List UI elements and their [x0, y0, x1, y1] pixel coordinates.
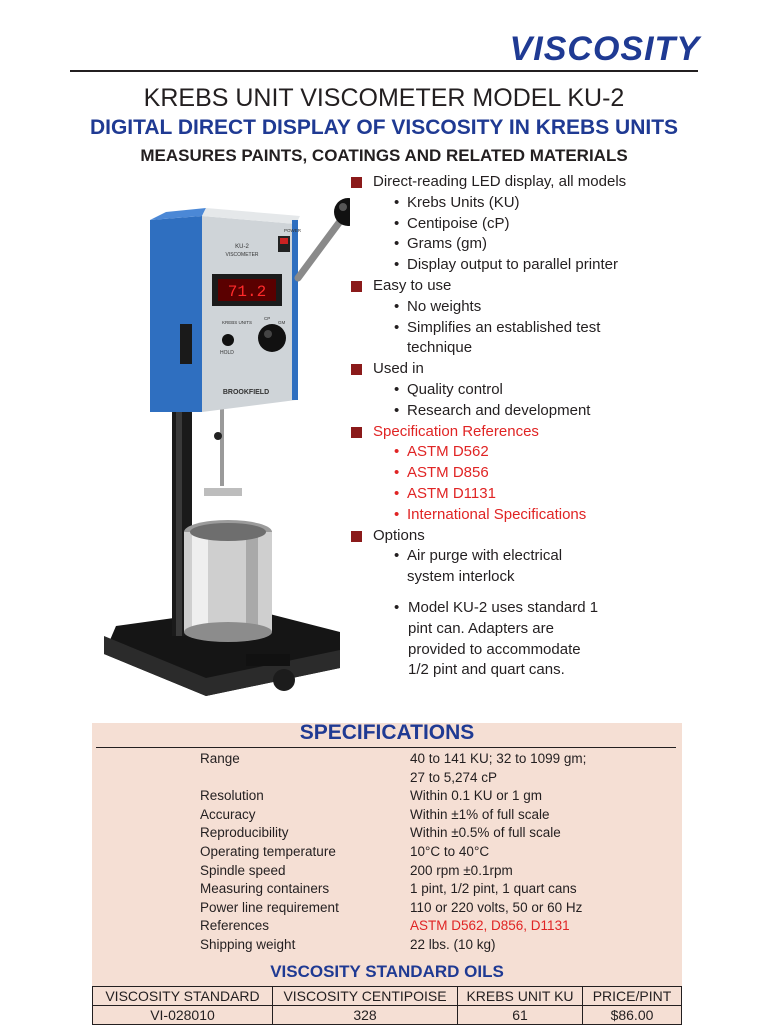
- spec-row: Accuracy Within ±1% of full scale: [200, 806, 550, 822]
- square-bullet-icon: [351, 364, 362, 375]
- bullet-dot-icon: •: [394, 214, 400, 232]
- spec-row: Reproducibility Within ±0.5% of full scale: [200, 825, 561, 841]
- bullet-dot-icon: •: [394, 297, 400, 315]
- table-cell: VI-028010: [93, 1006, 273, 1025]
- table-header-cell: VISCOSITY CENTIPOISE: [273, 987, 458, 1006]
- bullet-dot-icon: •: [394, 318, 400, 336]
- spec-row: References ASTM D562, D856, D1131: [200, 918, 570, 934]
- spec-row: Range 40 to 141 KU; 32 to 1099 gm;: [200, 751, 587, 766]
- table-header-cell: KREBS UNIT KU: [458, 987, 583, 1006]
- list-item: • ASTM D562: [350, 442, 680, 463]
- paddle: [204, 488, 242, 496]
- svg-text:HOLD: HOLD: [220, 350, 234, 356]
- spec-row: 27 to 5,274 cP: [410, 769, 498, 785]
- header-rule: [70, 70, 698, 72]
- list-item: • Krebs Units (KU): [350, 193, 680, 214]
- list-item: • Simplifies an established test technique: [394, 318, 601, 357]
- section-header: VISCOSITY: [509, 30, 700, 68]
- table-header-row: [93, 987, 682, 1006]
- clamp-knob: [273, 669, 295, 691]
- oils-table: [92, 986, 682, 1025]
- list-item: • Air purge with electrical system interlock: [394, 547, 563, 586]
- bullet-dot-icon: •: [394, 193, 400, 211]
- bullet-dot-icon: •: [394, 235, 400, 253]
- oils-title: VISCOSITY STANDARD OILS: [270, 962, 504, 981]
- spindle: [220, 406, 224, 486]
- bullet-dot-icon: •: [394, 380, 400, 398]
- spec-row: Operating temperature 10°C to 40°C: [200, 843, 490, 859]
- bullet-dot-icon: •: [394, 256, 400, 274]
- bullet-dot-icon: •: [394, 598, 400, 616]
- spec-row: Power line requirement 110 or 220 volts, 50 or 60 Hz: [200, 899, 583, 915]
- specifications-table: [200, 750, 680, 955]
- svg-text:VISCOMETER: VISCOMETER: [225, 252, 259, 258]
- feature-group-options: Options: [350, 526, 680, 547]
- list-item: • ASTM D1131: [350, 484, 680, 505]
- square-bullet-icon: [351, 281, 362, 292]
- svg-text:KU-2: KU-2: [235, 244, 249, 250]
- list-item: • Quality control: [350, 380, 680, 401]
- hold-button: [222, 334, 234, 346]
- page-subtitle: DIGITAL DIRECT DISPLAY OF VISCOSITY IN KREBS UNITS: [89, 116, 679, 139]
- table-cell: 328: [273, 1006, 458, 1025]
- bullet-dot-icon: •: [394, 443, 400, 461]
- side-handle: [180, 324, 192, 364]
- bullet-dot-icon: •: [394, 484, 400, 502]
- svg-text:GM: GM: [278, 320, 286, 325]
- spec-row: Resolution Within 0.1 KU or 1 gm: [200, 788, 543, 804]
- spec-row: Measuring containers 1 pint, 1/2 pint, 1 quart cans: [200, 881, 577, 897]
- list-item: • Research and development: [350, 401, 680, 422]
- svg-text:POWER: POWER: [284, 228, 302, 233]
- page-title: KREBS UNIT VISCOMETER MODEL KU-2: [143, 84, 625, 112]
- brand-label: BROOKFIELD: [222, 389, 270, 396]
- list-item: • Display output to parallel printer: [350, 255, 680, 276]
- svg-text:CP: CP: [264, 316, 271, 321]
- head-housing: [150, 216, 202, 412]
- bullet-dot-icon: •: [394, 547, 400, 565]
- feature-group-references: Specification References: [350, 422, 680, 443]
- list-item: • Grams (gm): [350, 234, 680, 255]
- spec-row: Spindle speed 200 rpm ±0.1rpm: [200, 862, 513, 878]
- mode-knob: [258, 324, 286, 352]
- list-item: • ASTM D856: [350, 463, 680, 484]
- list-item: • No weights: [350, 297, 680, 318]
- table-header-cell: VISCOSITY STANDARD: [93, 987, 273, 1006]
- page-tagline: MEASURES PAINTS, COATINGS AND RELATED MATERIALS: [140, 146, 628, 165]
- list-item: • International Specifications: [350, 505, 680, 526]
- lift-lever: [298, 216, 344, 278]
- can-note: • Model KU-2 uses standard 1 pint can. Adapters are provided to accommodate 1/2 pint and quart cans.: [394, 598, 599, 679]
- bullet-dot-icon: •: [394, 401, 400, 419]
- table-header-cell: PRICE/PINT: [583, 987, 682, 1006]
- list-item: • Centipoise (cP): [350, 214, 680, 235]
- table-row: [93, 1006, 682, 1025]
- specifications-title: SPECIFICATIONS: [299, 721, 475, 744]
- bullet-dot-icon: •: [394, 505, 400, 523]
- led-value: 71.2: [227, 283, 267, 301]
- feature-group-used-in: Used in: [350, 359, 680, 380]
- table-cell: 61: [458, 1006, 583, 1025]
- feature-group-ease: Easy to use: [350, 276, 680, 297]
- square-bullet-icon: [351, 177, 362, 188]
- feature-list: [350, 172, 680, 681]
- bullet-dot-icon: •: [394, 464, 400, 482]
- square-bullet-icon: [351, 531, 362, 542]
- spec-row: Shipping weight 22 lbs. (10 kg): [200, 936, 496, 952]
- square-bullet-icon: [351, 427, 362, 438]
- specifications-rule: [96, 747, 676, 748]
- svg-text:KREBS UNITS: KREBS UNITS: [222, 320, 253, 325]
- viscometer-image: [96, 186, 350, 712]
- table-cell: $86.00: [583, 1006, 682, 1025]
- feature-group-display: Direct-reading LED display, all models: [350, 172, 680, 193]
